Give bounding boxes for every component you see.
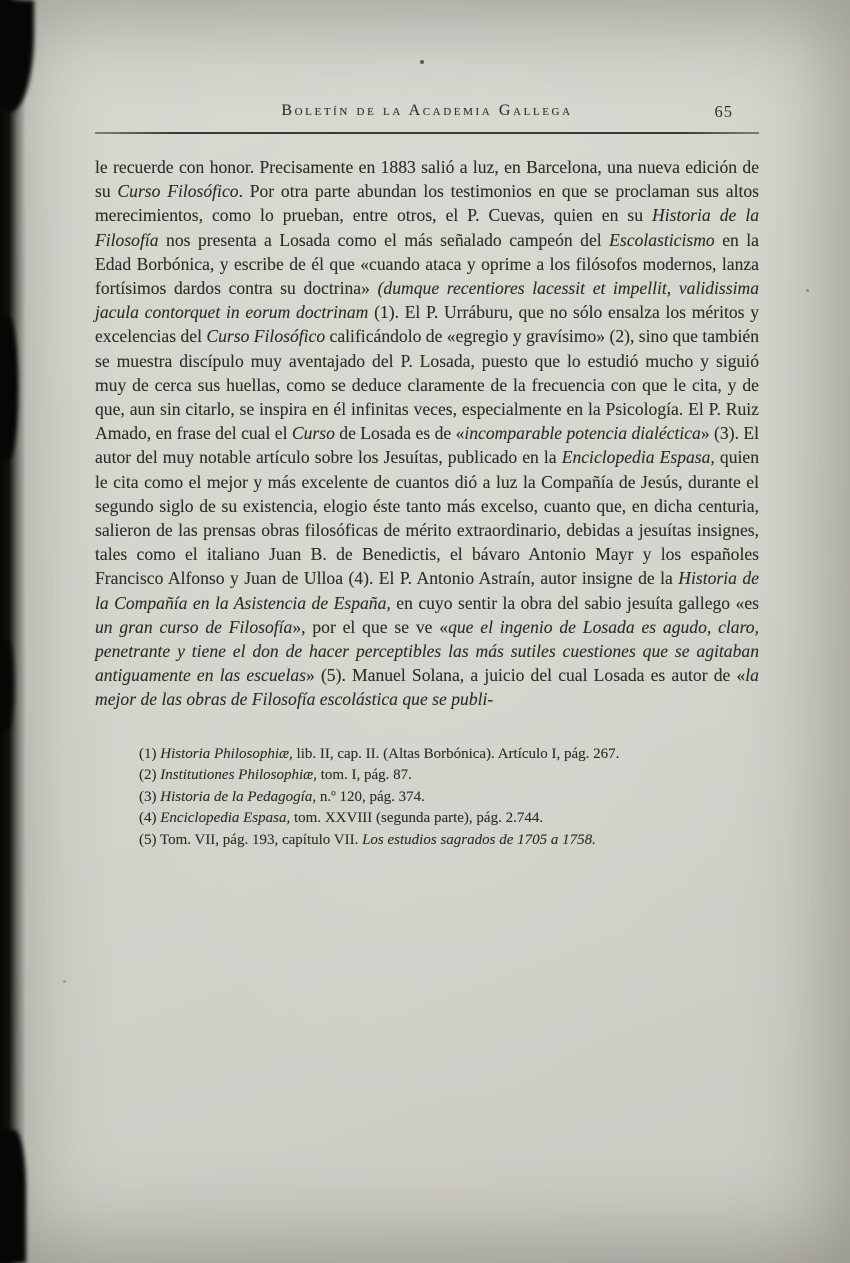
book-binding-shadow <box>0 0 26 1263</box>
ink-speck <box>63 980 66 983</box>
binding-shadow-blob <box>0 640 14 730</box>
footnote-5: (5) Tom. VII, pág. 193, capítulo VII. Los estudios sagrados de 1705 a 1758. <box>139 831 596 848</box>
journal-title: Boletín de la Academia Gallega <box>281 102 573 119</box>
body-paragraph: le recuerde con honor. Precisamente en 1883 salió a luz, en Barcelona, una nueva edición de su Curso Filosófico. Por otra parte abundan los testimonios en que se proclaman sus altos merecimientos, como lo prueban, entre otros, el P. Cuevas, quien en su Historia de la Filosofía nos presenta a Losada como el más señalado campeón del Escolasticismo en la Edad Borbónica, y escribe de él que «cuando ataca y oprime a los filósofos modernos, lanza fortísimos dardos contra su doctrina» (dumque recentiores lacessit et impellit, validissima jacula contorquet in eorum doctrinam (1). El P. Urráburu, que no sólo ensalza los méritos y excelencias del Curso Filosófico calificándolo de «egregio y gravísimo» (2), sino que también se muestra discípulo muy aventajado del P. Losada, puesto que lo estudió mucho y siguió muy de cerca sus huellas, como se deduce claramente de la frecuencia con que le cita, y de que, aun sin citarlo, se inspira en él infinitas veces, especialmente en la Psicología. El P. Ruiz Amado, en frase del cual el Curso de Losada es de «incomparable potencia dialéctica» (3). El autor del muy notable artículo sobre los Jesuítas, publicado en la Enciclopedia Espasa, quien le cita como el mejor y más excelente de cuantos dió a luz la Compañía de Jesús, durante el segundo siglo de su existencia, elogio éste tanto más excelso, cuanto que, en dicha centuria, salieron de las prensas obras filosóficas de mérito extraordinario, debidas a jesuítas insignes, tales como el italiano Juan B. de Benedictis, el bávaro Antonio Mayr y los españoles Francisco Alfonso y Juan de Ulloa (4). El P. Antonio Astraín, autor insigne de la Historia de la Compañía en la Asistencia de España, en cuyo sentir la obra del sabio jesuíta gallego «es un gran curso de Filosofía», por el que se ve «que el ingenio de Losada es agudo, claro, penetrante y tiene el don de hacer perceptibles las más sutiles cuestiones que se agitaban antiguamente en las escuelas» (5). Manuel Solana, a juicio del cual Losada es autor de «la mejor de las obras de Filosofía escolástica que se publi- <box>95 157 760 710</box>
page-content <box>95 102 759 851</box>
binding-shadow-blob <box>0 0 34 112</box>
footnote-1: (1) Historia Philosophiæ, lib. II, cap. II. (Altas Borbónica). Artículo I, pág. 267. <box>139 745 620 762</box>
ink-speck <box>806 289 809 292</box>
binding-shadow-blob <box>0 318 18 458</box>
footnote-3: (3) Historia de la Pedagogía, n.º 120, pág. 374. <box>139 788 425 805</box>
page-number: 65 <box>714 102 733 121</box>
footnotes-section <box>95 744 759 852</box>
page-header <box>95 102 759 126</box>
header-rule <box>95 132 759 134</box>
ink-speck <box>420 60 424 64</box>
binding-shadow-blob <box>0 1130 26 1263</box>
footnote-4: (4) Enciclopedia Espasa, tom. XXVIII (segunda parte), pág. 2.744. <box>139 810 544 827</box>
footnote-2: (2) Institutiones Philosophiæ, tom. I, pág. 87. <box>139 767 412 784</box>
